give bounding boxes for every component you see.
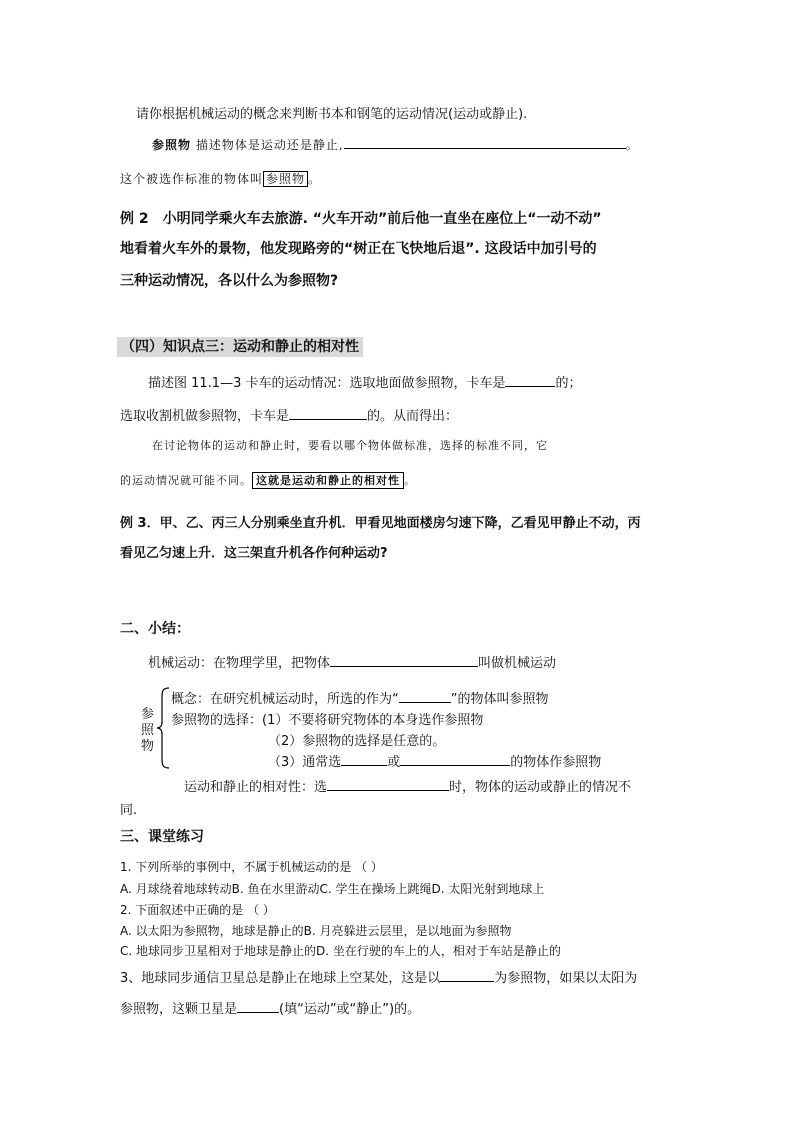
para-text: ”的物体叫参照物: [450, 692, 549, 707]
exercise-q1: 1. 下列所举的事例中，不属于机械运动的是 （ ）: [120, 860, 383, 874]
answer-blank[interactable]: [344, 136, 626, 149]
para-text: (填“运动”或“静止”)的。: [279, 1002, 421, 1017]
para-text: 的；: [555, 376, 582, 391]
para-text: 3、地球同步通信卫星总是静止在地球上空某处，这是以: [120, 971, 441, 986]
answer-blank[interactable]: [400, 753, 510, 766]
punct: 。: [308, 172, 322, 186]
reference-definition: [120, 170, 321, 187]
summary-relativity: [184, 776, 631, 795]
section4-title: （四）知识点三：运动和静止的相对性: [117, 337, 363, 357]
exercise-q3-line1: [120, 967, 637, 986]
summary-heading: 二、小结：: [120, 621, 190, 637]
summary-choice-3: [268, 751, 601, 770]
brace-label-char: 参: [141, 707, 155, 722]
punct: 。: [404, 474, 416, 487]
section4-heading: [117, 336, 363, 356]
example2-line2: 地看着火车外的景物，他发现路旁的“树正在飞快地后退”. 这段话中加引号的: [120, 241, 597, 257]
para-text: 为参照物，如果以太阳为: [494, 971, 638, 986]
section4-para2: [120, 405, 458, 424]
para-text: 的。从而得出：: [367, 409, 459, 424]
para-text: 描述图 11.1—3 卡车的运动情况：选取地面做参照物，卡车是: [148, 376, 506, 391]
exercise-q3-line2: [120, 998, 420, 1017]
para-text: 的物体作参照物: [510, 755, 602, 770]
boxed-term-reference-object: 参照物: [263, 171, 308, 187]
definition-text: 这个被选作标准的物体叫: [120, 172, 264, 186]
answer-blank[interactable]: [341, 753, 387, 766]
example3-line2: 看见乙匀速上升．这三架直升机各作何种运动?: [120, 546, 388, 561]
answer-blank[interactable]: [505, 374, 555, 387]
reference-object-desc: 描述物体是运动还是静止,: [195, 138, 344, 152]
para-text: 运动和静止的相对性：选: [184, 780, 328, 795]
para-text: 或: [387, 755, 401, 770]
answer-blank[interactable]: [440, 969, 494, 982]
para-text: 叫做机械运动: [478, 656, 557, 671]
para-text: 概念：在研究机械运动时，所选的作为“: [171, 692, 399, 707]
exercise-heading: 三、课堂练习: [120, 829, 204, 845]
brace-label-reference-object: [141, 707, 154, 755]
exercise-q2-options-ab: A. 以太阳为参照物，地球是静止的B. 月亮躲进云层里，是以地面为参照物: [120, 924, 512, 938]
answer-blank[interactable]: [327, 778, 449, 791]
para-text: 机械运动：在物理学里，把物体: [148, 656, 331, 671]
punct: 。: [625, 138, 639, 152]
answer-blank[interactable]: [330, 654, 478, 667]
left-brace-icon: [156, 686, 170, 770]
summary-relativity-cont: 同.: [120, 803, 138, 818]
summary-choice-1: 参照物的选择：(1）不要将研究物体的本身选作参照物: [171, 713, 484, 728]
answer-blank[interactable]: [399, 690, 451, 703]
summary-mechanical-motion: [148, 652, 556, 671]
answer-blank[interactable]: [289, 407, 367, 420]
para-text: （3）通常选: [268, 755, 342, 770]
section4-para1: [148, 372, 582, 391]
para-text: 选取收割机做参照物，卡车是: [120, 409, 290, 424]
brace-label-char: 物: [141, 739, 155, 754]
summary-choice-2: （2）参照物的选择是任意的。: [268, 734, 446, 749]
example2-line1: 例 2 小明同学乘火车去旅游. “火车开动”前后他一直坐在座位上“一动不动”: [120, 211, 602, 227]
example2-line3: 三种运动情况，各以什么为参照物?: [120, 273, 339, 289]
intro-question: 请你根据机械运动的概念来判断书本和钢笔的运动情况(运动或静止).: [136, 107, 528, 122]
relativity-line1: 在讨论物体的运动和静止时，要看以哪个物体做标准，选择的标准不同，它: [152, 439, 548, 452]
exercise-q1-options: A. 月球绕着地球转动B. 鱼在水里游动C. 学生在操场上跳绳D. 太阳光射到地球上: [120, 882, 545, 896]
para-text: 的运动情况就可能不同。: [120, 474, 252, 487]
reference-object-label: 参照物: [152, 138, 192, 152]
exercise-q2-options-cd: C. 地球同步卫星相对于地球是静止的D. 坐在行驶的车上的人，相对于车站是静止的: [120, 944, 561, 958]
relativity-line2: [120, 472, 416, 488]
summary-concept: [171, 688, 549, 707]
para-text: 参照物，这颗卫星是: [120, 1002, 238, 1017]
boxed-relativity-statement: 这就是运动和静止的相对性: [252, 472, 404, 489]
para-text: 时，物体的运动或静止的情况不: [449, 780, 632, 795]
brace-label-char: 照: [141, 723, 155, 738]
answer-blank[interactable]: [237, 1000, 279, 1013]
example3-line1: 例 3．甲、乙、丙三人分别乘坐直升机．甲看见地面楼房匀速下降，乙看见甲静止不动，丙: [120, 516, 641, 531]
reference-object-line: [152, 136, 639, 153]
exercise-q2: 2. 下面叙述中正确的是 （ ）: [120, 903, 275, 917]
